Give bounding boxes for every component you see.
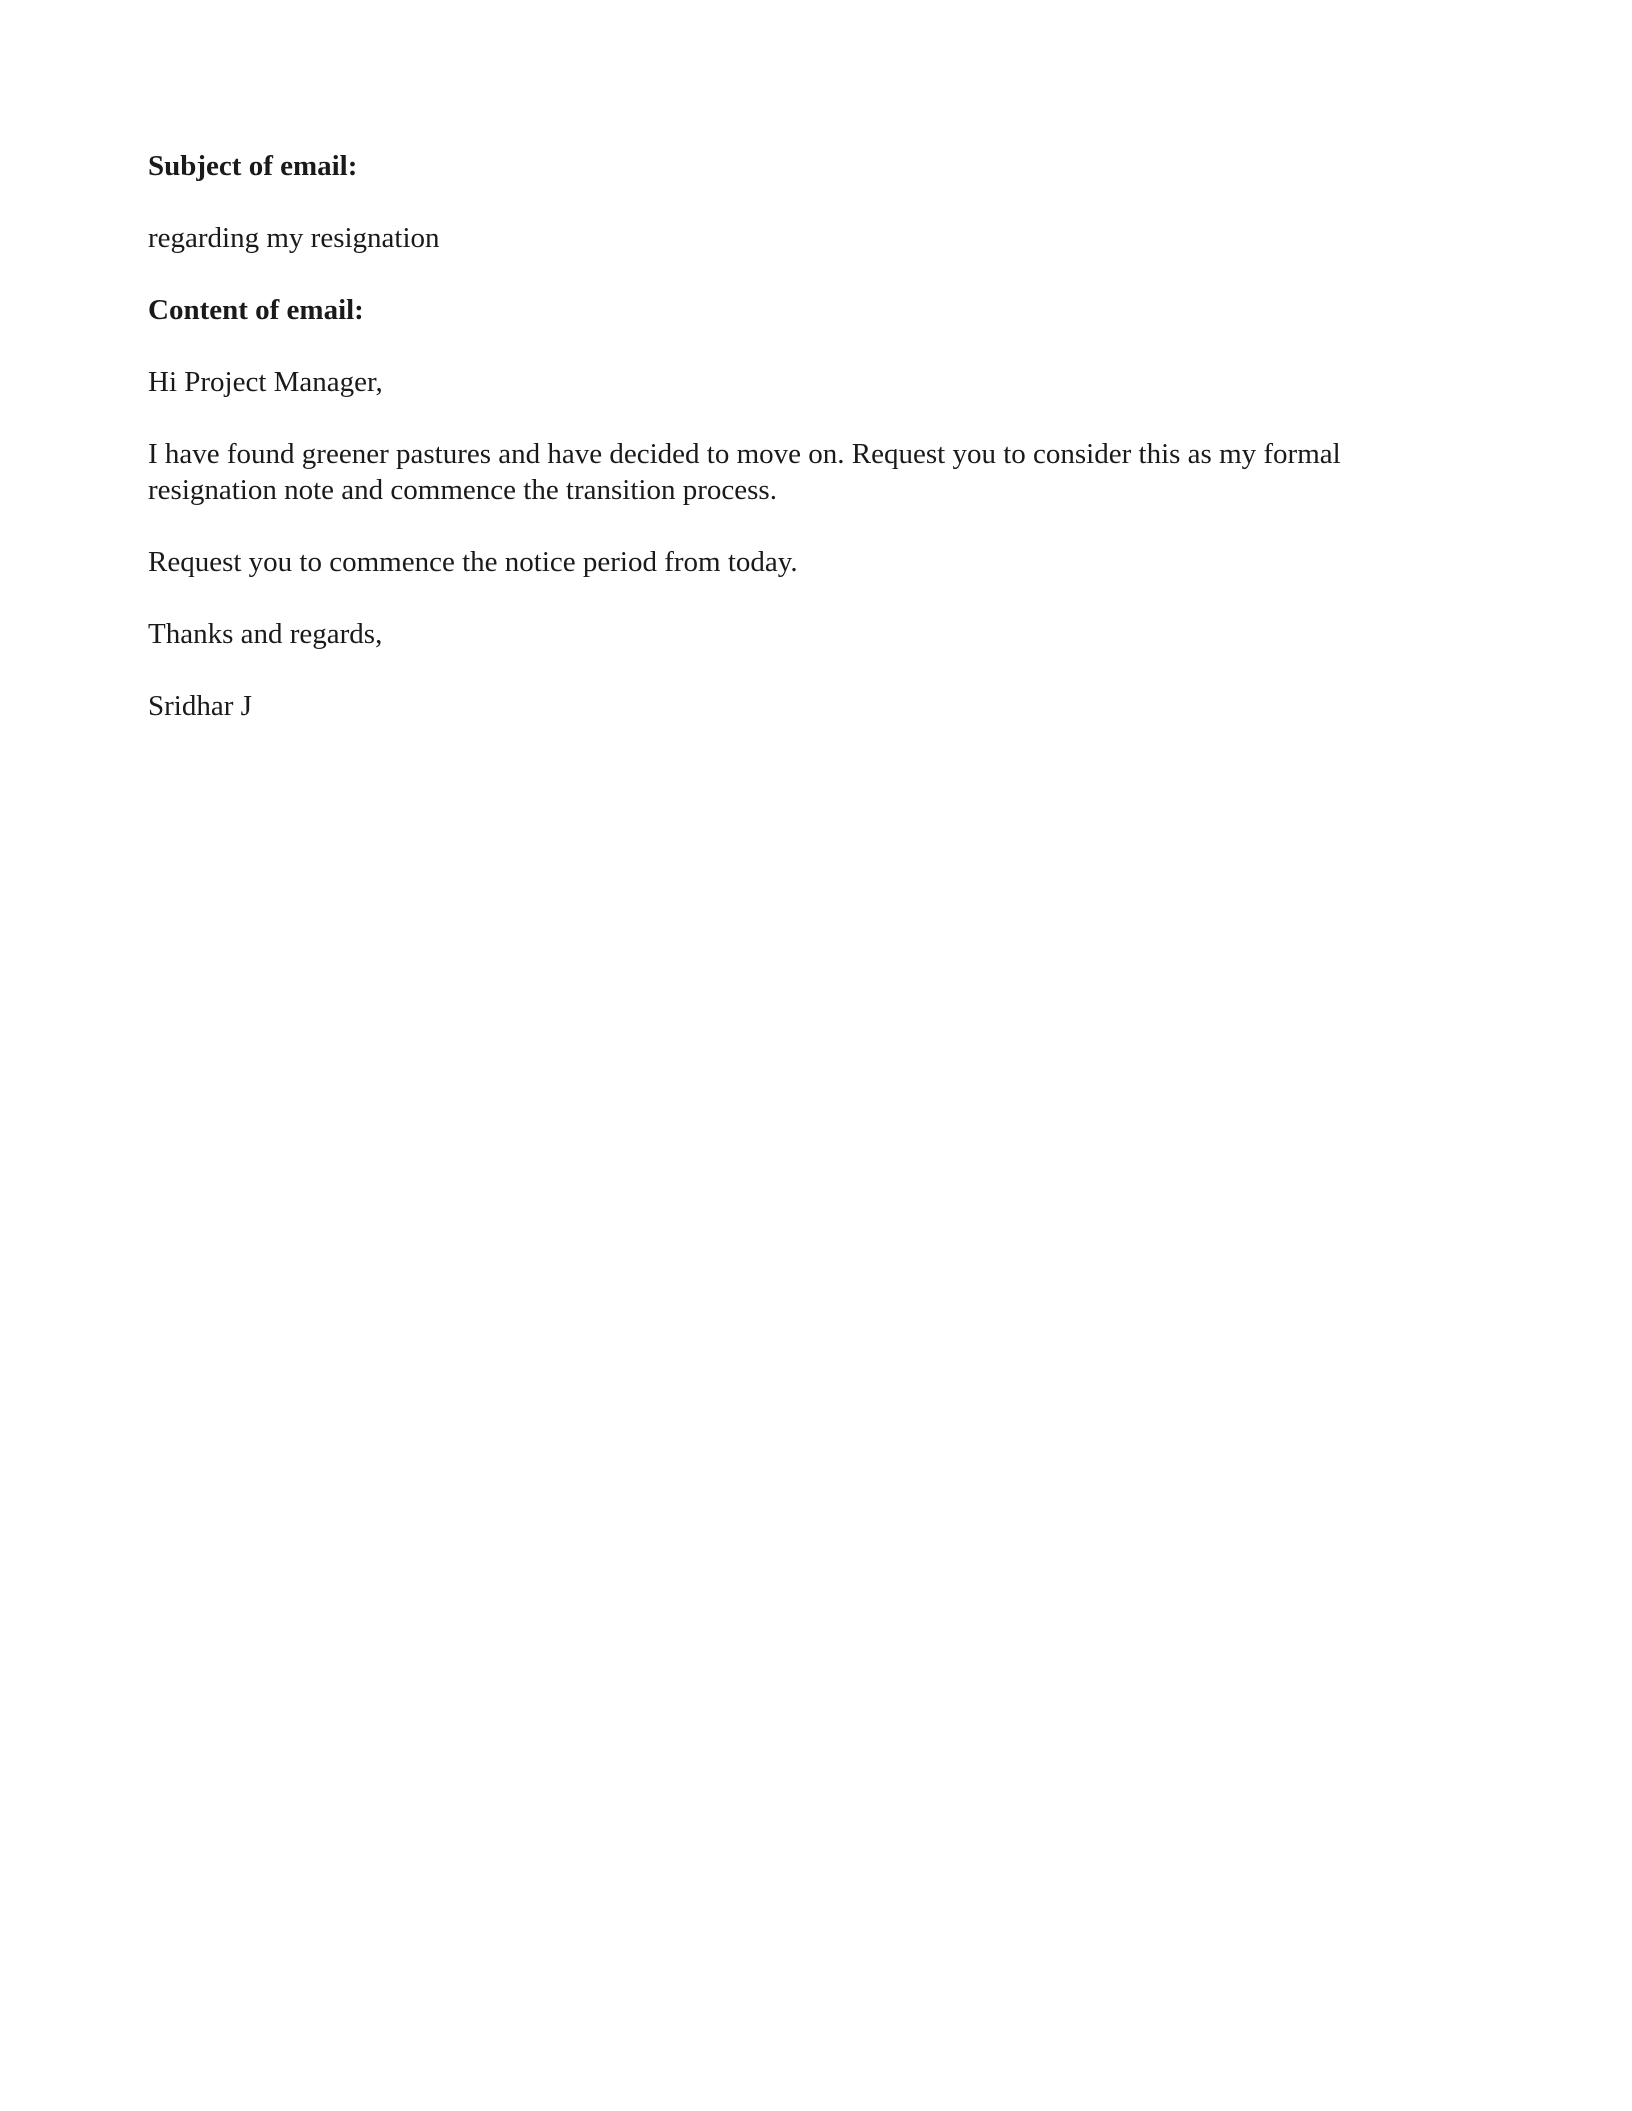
spacer	[148, 400, 1488, 436]
paragraph-2: Request you to commence the notice period from today.	[148, 546, 798, 578]
subject-value: regarding my resignation	[148, 222, 440, 254]
paragraph-1-line-1: I have found greener pastures and have decided to move on. Request you to consider this as my formal	[148, 438, 1341, 470]
spacer	[148, 580, 1488, 616]
spacer	[148, 184, 1488, 220]
greeting: Hi Project Manager,	[148, 366, 383, 398]
closing: Thanks and regards,	[148, 618, 383, 650]
spacer	[148, 256, 1488, 292]
spacer	[148, 508, 1488, 544]
spacer	[148, 652, 1488, 688]
spacer	[148, 328, 1488, 364]
subject-heading: Subject of email:	[148, 150, 358, 182]
signature: Sridhar J	[148, 690, 252, 722]
email-draft-body	[148, 148, 1488, 724]
paragraph-1-line-2: resignation note and commence the transition process.	[148, 474, 777, 506]
content-heading: Content of email:	[148, 294, 364, 326]
